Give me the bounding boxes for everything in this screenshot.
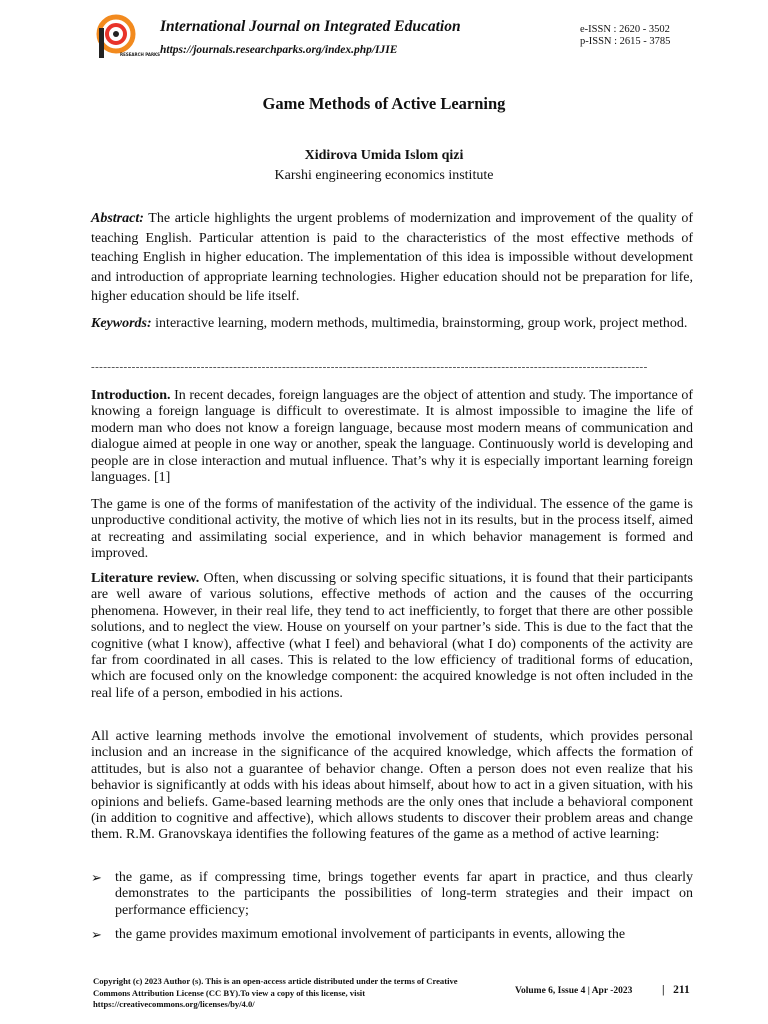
abstract-section	[91, 209, 693, 307]
intro-text: In recent decades, foreign languages are the object of attention and study. The importance of knowing a foreign language is difficult to overestimate. It is almost impossible to imagine the life of modern man who does not know a foreign language, because most modern means of communication and dialogue aimed at people in one way or another, speak the language. Continuously world is developing and people are in close interaction and mutual influence. That’s why it is especially important learning foreign languages. [1]	[91, 388, 694, 486]
author-name: Xidirova Umida Islom qizi	[304, 148, 464, 163]
page-number: 211	[673, 984, 690, 996]
active-learning-section	[91, 729, 693, 844]
literature-review-section	[91, 571, 693, 702]
author-affiliation: Karshi engineering economics institute	[274, 168, 494, 183]
bullet-text: the game provides maximum emotional involvement of participants in events, allowing the	[115, 927, 626, 943]
keywords-text: interactive learning, modern methods, multimedia, brainstorming, group work, project method.	[155, 316, 688, 331]
intro-label: Introduction.	[91, 388, 171, 403]
article-title: Game Methods of Active Learning	[262, 94, 506, 113]
literature-paragraph	[91, 571, 693, 702]
volume-issue: Volume 6, Issue 4 | Apr -2023	[515, 986, 633, 996]
issn-block	[580, 24, 670, 48]
abstract-paragraph	[91, 209, 693, 307]
eissn: e-ISSN : 2620 - 3502	[580, 24, 670, 35]
game-section	[91, 497, 693, 563]
journal-logo	[96, 14, 160, 62]
journal-title: International Journal on Integrated Education	[160, 18, 461, 35]
logo-dot	[113, 31, 119, 37]
logo-stem	[99, 28, 104, 58]
bullet-list	[91, 870, 693, 944]
abstract-label: Abstract:	[91, 211, 144, 226]
section-separator: -----------------------------------------------------------------------------------------------------------------------------------------	[91, 361, 648, 373]
literature-text: Often, when discussing or solving specific situations, it is found that their participants are well aware of various solutions, effective methods of action and the causes of the occurring phenomena. However, in their real life, they tend to act inefficiently, to forget that there are other possible solutions, and to neglect the view. House on yourself on your partner’s side. This is due to the fact that the cognitive (what I know), affective (what I feel) and behavioral (what I do) components of the activity are far from coordinated in all cases. This is related to the low efficiency of traditional forms of education, which are focused only on the knowledge component: the acquired knowledge is not often included in the real life of a person, embodied in his actions.	[91, 571, 694, 701]
abstract-text: The article highlights the urgent problems of modernization and improvement of the quality of teaching English. Particular attention is paid to the characteristics of the most effective methods of teaching English in higher education. The implementation of this idea is impossible without development and introduction of appropriate learning technologies. Higher education should not be preparation for life, higher education should be life itself.	[91, 211, 693, 305]
journal-url[interactable]: https://journals.researchparks.org/index.php/IJIE	[160, 44, 398, 56]
bullet-text: the game, as if compressing time, brings together events far apart in practice, and thus clearly demonstrates to the participants the possibilities of long-term strategies and their impact on performance efficiency;	[115, 870, 693, 918]
copyright-notice: Copyright (c) 2023 Author (s). This is an open-access article distributed under the terms of Creative Commons Attribution License (CC BY).To view a copy of this license, visit https://creativecommons.org/licenses/by/4.0/	[93, 976, 458, 1009]
page-separator: |	[662, 984, 665, 996]
list-item	[91, 927, 693, 943]
logo-caption: RESEARCH PARKS	[120, 52, 160, 57]
page-number-block	[662, 984, 690, 996]
literature-label: Literature review.	[91, 571, 200, 586]
arrow-bullet-icon: ➢	[91, 927, 102, 943]
list-item	[91, 870, 693, 919]
keywords-section	[91, 314, 693, 334]
keywords-label: Keywords:	[91, 316, 152, 331]
game-paragraph: The game is one of the forms of manifestation of the activity of the individual. The essence of the game is unproductive conditional activity, the motive of which lies not in its results, but in the process itself, aimed at recreating and assimilating social experience, and in which behavior management is formed and improved.	[91, 497, 693, 562]
arrow-bullet-icon: ➢	[91, 870, 102, 885]
active-learning-paragraph: All active learning methods involve the emotional involvement of students, which provides personal inclusion and an increase in the significance of the acquired knowledge, which affects the formation of attitudes, but is also not a guarantee of behavior change. Often a person does not even realize that his behavior is significantly at odds with his ideas about himself, about how to act in a given situation, with his opinions and beliefs. Game-based learning methods are the only ones that include a behavioral component (in addition to cognitive and affective), which allows students to discover their problem areas and change them. R.M. Granovskaya identifies the following features of the game as a method of active learning:	[91, 729, 693, 843]
introduction-section	[91, 388, 693, 486]
keywords-paragraph	[91, 314, 693, 334]
intro-paragraph	[91, 388, 693, 486]
pissn: p-ISSN : 2615 - 3785	[580, 36, 671, 47]
